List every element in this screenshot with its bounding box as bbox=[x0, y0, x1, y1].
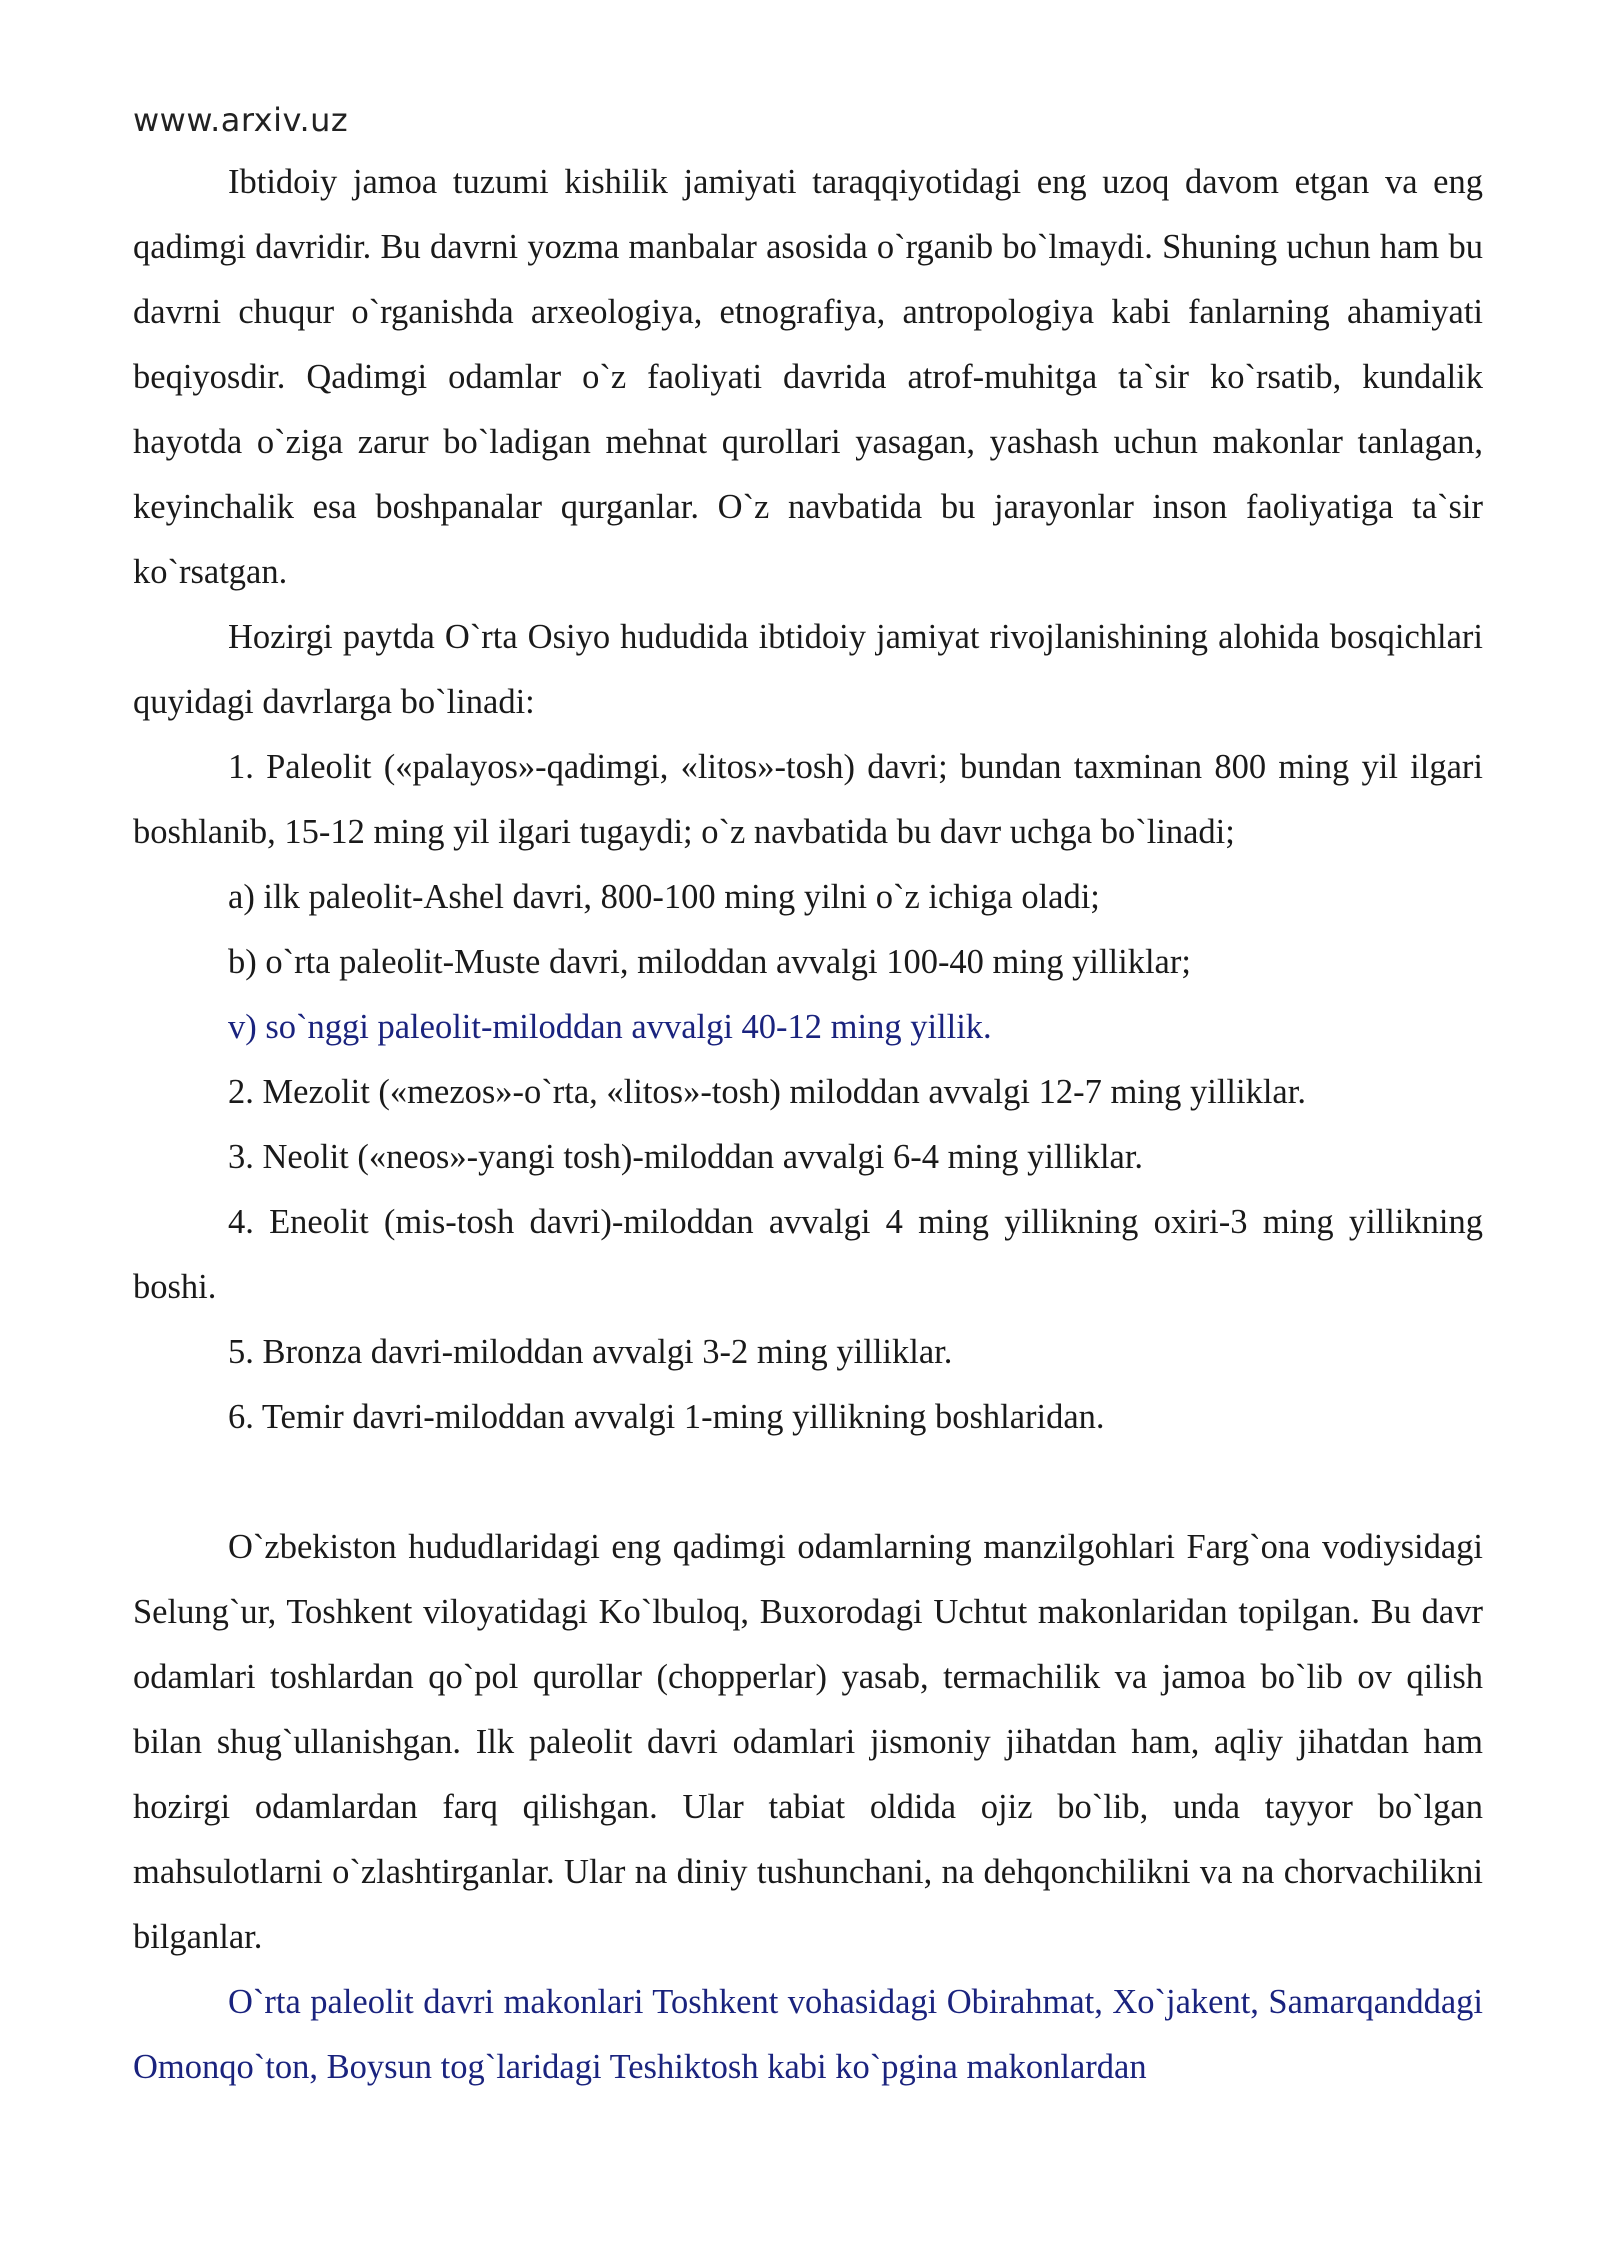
paragraph-intro: Ibtidoiy jamoa tuzumi kishilik jamiyati taraqqiyotidagi eng uzoq davom etgan va eng qadimgi davridir. Bu davrni yozma manbalar asosida o`rganib bo`lmaydi. Shuning uchun ham bu davrni chuqur o`rganishda arxeologiya, etnografiya, antropologiya kabi fanlarning ahamiyati beqiyosdir. Qadimgi odamlar o`z faoliyati davrida atrof-muhitga ta`sir ko`rsatib, kundalik hayotda o`ziga zarur bo`ladigan mehnat qurollari yasagan, yashash uchun makonlar tanlagan, keyinchalik esa boshpanalar qurganlar. O`z navbatida bu jarayonlar inson faoliyatiga ta`sir ko`rsatgan. bbox=[133, 163, 1483, 591]
list-subitem-early-paleolit: a) ilk paleolit-Ashel davri, 800-100 ming yilni o`z ichiga oladi; bbox=[228, 878, 1100, 916]
list-item-eneolit: 4. Eneolit (mis-tosh davri)-miloddan avvalgi 4 ming yillikning oxiri-3 ming yillikning boshi. bbox=[133, 1203, 1483, 1306]
list-item-neolit: 3. Neolit («neos»-yangi tosh)-miloddan avvalgi 6-4 ming yilliklar. bbox=[228, 1138, 1144, 1176]
paragraph-gap bbox=[133, 1450, 1483, 1515]
paragraph-middle-paleolit-sites: O`rta paleolit davri makonlari Toshkent vohasidagi Obirahmat, Xo`jakent, Samarqanddagi Omonqo`ton, Boysun tog`laridagi Teshiktosh kabi ko`pgina makonlardan bbox=[133, 1983, 1483, 2086]
list-item-bronza: 5. Bronza davri-miloddan avvalgi 3-2 ming yilliklar. bbox=[228, 1333, 953, 1371]
paragraph-periods-intro: Hozirgi paytda O`rta Osiyo hududida ibtidoiy jamiyat rivojlanishining alohida bosqichlari quyidagi davrlarga bo`linadi: bbox=[133, 618, 1483, 721]
list-subitem-late-paleolit: v) so`nggi paleolit-miloddan avvalgi 40-12 ming yillik. bbox=[228, 1008, 992, 1046]
list-item-mezolit: 2. Mezolit («mezos»-o`rta, «litos»-tosh) miloddan avvalgi 12-7 ming yilliklar. bbox=[228, 1073, 1306, 1111]
site-watermark: www.arxiv.uz bbox=[133, 101, 349, 139]
paragraph-uzbekistan-sites: O`zbekiston hududlaridagi eng qadimgi odamlarning manzilgohlari Farg`ona vodiysidagi Selung`ur, Toshkent viloyatidagi Ko`lbuloq, Buxorodagi Uchtut makonlaridan topilgan. Bu davr odamlari toshlardan qo`pol qurollar (chopperlar) yasab, termachilik va jamoa bo`lib ov qilish bilan shug`ullanishgan. Ilk paleolit davri odamlari jismoniy jihatdan ham, aqliy jihatdan ham hozirgi odamlardan farq qilishgan. Ular tabiat oldida ojiz bo`lib, unda tayyor bo`lgan mahsulotlarni o`zlashtirganlar. Ular na diniy tushunchani, na dehqonchilikni va na chorvachilikni bilganlar. bbox=[133, 1528, 1483, 1956]
list-item-paleolit: 1. Paleolit («palayos»-qadimgi, «litos»-tosh) davri; bundan taxminan 800 ming yil ilgari boshlanib, 15-12 ming yil ilgari tugaydi; o`z navbatida bu davr uchga bo`linadi; bbox=[133, 748, 1483, 851]
list-item-temir: 6. Temir davri-miloddan avvalgi 1-ming yillikning boshlaridan. bbox=[228, 1398, 1105, 1436]
list-subitem-middle-paleolit: b) o`rta paleolit-Muste davri, miloddan avvalgi 100-40 ming yilliklar; bbox=[228, 943, 1191, 981]
document-body bbox=[133, 150, 1483, 2100]
